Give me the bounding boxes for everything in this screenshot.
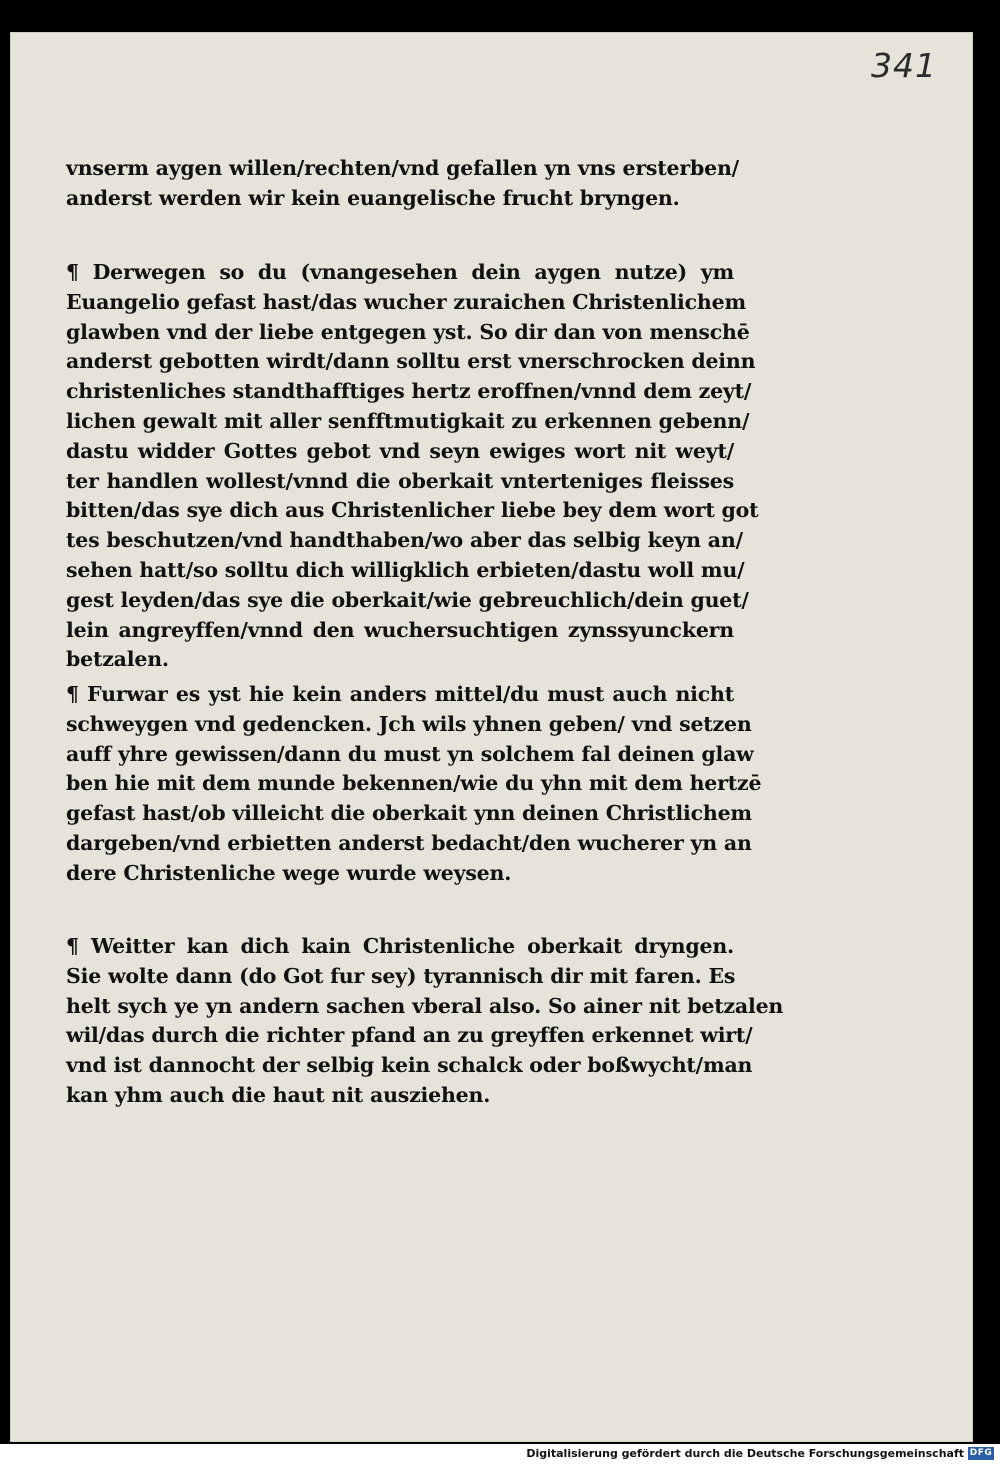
text-line: auff yhre gewissen/dann du must yn solchem fal deinen glaw xyxy=(66,741,754,766)
text-line: christenliches standthafftiges hertz eroffnen/vnnd dem zeyt/ xyxy=(66,379,752,404)
text-line: betzalen. xyxy=(66,647,169,672)
text-line: vnserm aygen willen/rechten/vnd gefallen yn vns ersterben/ xyxy=(66,156,739,180)
text-line: gest leyden/das sye die oberkait/wie gebreuchlich/dein guet/ xyxy=(66,587,749,612)
text-line: dargeben/vnd erbietten anderst bedacht/den wucherer yn an xyxy=(66,830,752,855)
text-line: lein angreyffen/vnnd den wuchersuchtigen zynssyunckern xyxy=(66,617,734,642)
book-page xyxy=(10,32,973,1442)
text-line: Euangelio gefast hast/das wucher zuraichen Christenlichem xyxy=(66,289,746,314)
text-line: bitten/das sye dich aus Christenlicher liebe bey dem wort got xyxy=(66,498,759,523)
text-line: dastu widder Gottes gebot vnd seyn ewiges wort nit weyt/ xyxy=(66,438,734,463)
text-line: schweygen vnd gedencken. Jch wils yhnen geben/ vnd setzen xyxy=(66,711,752,736)
text-line: ter handlen wollest/vnnd die oberkait vnterteniges fleisses xyxy=(66,468,734,493)
text-line: anderst gebotten wirdt/dann solltu erst vnerschrocken deinn xyxy=(66,349,756,374)
text-line: dere Christenliche wege wurde weysen. xyxy=(66,860,512,885)
text-line: helt sych ye yn andern sachen vberal also. So ainer nit betzalen xyxy=(66,993,784,1018)
footer-credit: Digitalisierung gefördert durch die Deutsche Forschungsgemeinschaft xyxy=(526,1447,964,1460)
text-line: kan yhm auch die haut nit ausziehen. xyxy=(66,1082,491,1107)
text-line: ¶ Furwar es yst hie kein anders mittel/du must auch nicht xyxy=(66,682,734,706)
text-line: anderst werden wir kein euangelische frucht bryngen. xyxy=(66,185,680,210)
text-line: Sie wolte dann (do Got fur sey) tyrannisch dir mit faren. Es xyxy=(66,963,736,988)
text-line: ben hie mit dem munde bekennen/wie du yhn mit dem hertzē xyxy=(66,771,762,796)
paragraph-2 xyxy=(66,258,759,675)
paragraph-1 xyxy=(66,154,739,214)
text-line: vnd ist dannocht der selbig kein schalck oder boßwycht/man xyxy=(66,1053,753,1078)
text-line: lichen gewalt mit aller senfftmutigkait zu erkennen gebenn/ xyxy=(66,408,750,433)
text-line: gefast hast/ob villeicht die oberkait ynn deinen Christlichem xyxy=(66,801,752,826)
text-line: ¶ Weitter kan dich kain Christenliche oberkait dryngen. xyxy=(66,934,734,958)
text-line: glawben vnd der liebe entgegen yst. So dir dan von menschē xyxy=(66,319,750,344)
dfg-logo: DFG xyxy=(969,1448,993,1458)
paragraph-3 xyxy=(66,680,762,889)
paragraph-4 xyxy=(66,932,784,1111)
footer-bar xyxy=(0,1444,1000,1464)
text-line: wil/das durch die richter pfand an zu greyffen erkennet wirt/ xyxy=(66,1023,753,1048)
folio-number: 341 xyxy=(871,46,937,85)
text-line: tes beschutzen/vnd handthaben/wo aber das selbig keyn an/ xyxy=(66,528,743,553)
text-line: sehen hatt/so solltu dich willigklich erbieten/dastu woll mu/ xyxy=(66,557,745,582)
text-line: ¶ Derwegen so du (vnangesehen dein aygen nutze) ym xyxy=(66,260,734,284)
